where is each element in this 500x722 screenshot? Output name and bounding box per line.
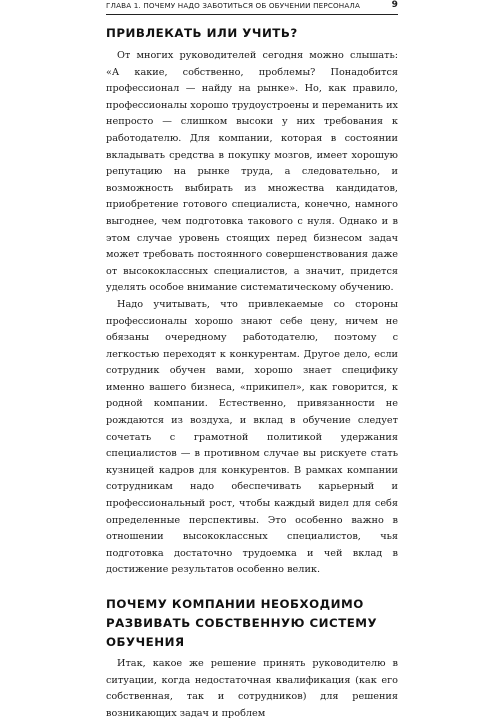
section-heading: ПОЧЕМУ КОМПАНИИ НЕОБХОДИМО РАЗВИВАТЬ СОБСТВЕННУЮ СИСТЕМУ ОБУЧЕНИЯ xyxy=(106,597,378,649)
paragraph: От многих руководителей сегодня можно слышать: «А какие, собственно, проблемы? Понадобится профессионал — найду на рынке». Но, как правило, профессионалы хорошо трудоустроены и переманить их непросто — слишком высоки у них требования к работодателю. Для компании, которая в состоянии вкладывать средства в покупку мозгов, имеет хорошую репутацию на рынке труда, а следовательно, и возможность выбирать из множества кандидатов, приобретение готового специалиста, конечно, намного выгоднее, чем подготовка такового с нуля. Однако и в этом случае уровень стоящих перед бизнесом задач может требовать постоянного совершенствования даже от высококлассных специалистов, а значит, придется уделять особое внимание систематическому обучению. xyxy=(106,50,398,294)
running-header xyxy=(106,0,398,15)
paragraph: Надо учитывать, что привлекаемые со стороны профессионалы хорошо знают себе цену, ничем не обязаны очередному работодателю, поэтому с легкостью переходят к конкурентам. Другое дело, если сотрудник обучен вами, хорошо знает специфику именно вашего бизнеса, «прикипел», как говорится, к родной компании. Естественно, привязанности не рождаются из воздуха, и вклад в обучение следует сочетать с грамотной политикой удержания специалистов — в противном случае вы рискуете стать кузницей кадров для конкурентов. В рамках компании сотрудникам надо обеспечивать карьерный и профессиональный рост, чтобы каждый видел для себя определенные перспективы. Это особенно важно в отношении высококлассных специалистов, чья подготовка достаточно трудоемка и чей вклад в достижение результатов особенно велик. xyxy=(106,298,398,576)
chapter-title: ГЛАВА 1. ПОЧЕМУ НАДО ЗАБОТИТЬСЯ ОБ ОБУЧЕНИИ ПЕРСОНАЛА xyxy=(106,1,361,10)
section-heading: ПРИВЛЕКАТЬ ИЛИ УЧИТЬ? xyxy=(106,26,298,40)
page-body xyxy=(106,24,398,722)
paragraph: Итак, какое же решение принять руководителю в ситуации, когда недостаточная квалификация (как его собственная, так и сотрудников) для решения возникающих задач и проблем xyxy=(106,658,398,719)
page-number: 9 xyxy=(391,0,398,10)
